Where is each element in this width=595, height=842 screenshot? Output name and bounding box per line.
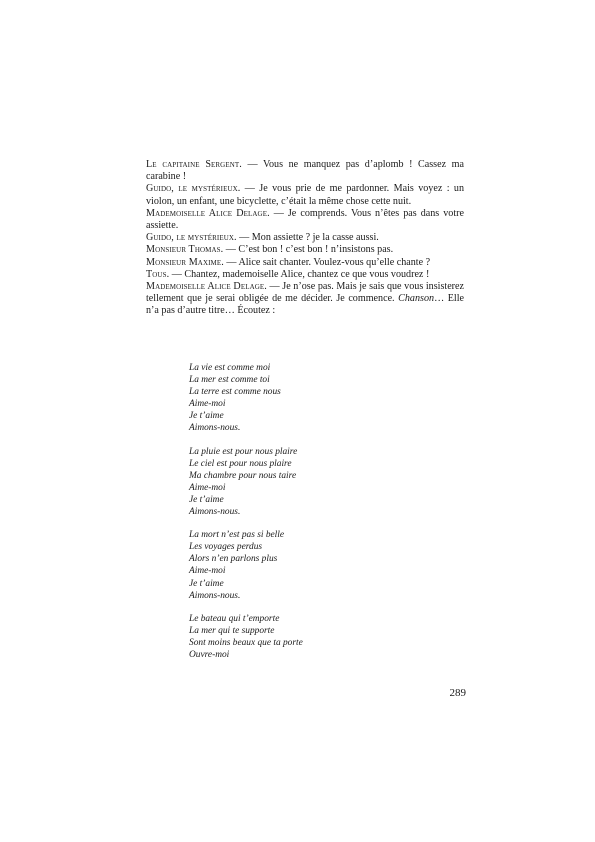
speaker-name: Tous. <box>146 268 170 280</box>
dialogue-text: — Vous ne manquez pas d’aplomb ! Cassez ma carabine ! <box>146 159 465 183</box>
page-number: 289 <box>449 687 466 699</box>
verse-line: Aime-moi <box>189 566 226 577</box>
verse-line: Aimons-nous. <box>189 507 241 518</box>
dialogue-line <box>146 257 464 269</box>
poem-stanza <box>189 446 429 519</box>
dialogue-line <box>146 244 464 256</box>
speaker-name: Le capitaine Sergent. <box>146 159 242 170</box>
verse-line: La mer est comme toi <box>189 375 270 386</box>
dialogue-line <box>146 183 464 207</box>
verse-line: Ma chambre pour nous taire <box>189 470 297 481</box>
dialogue-text: — Je comprends. Vous n’êtes pas dans votre assiette. <box>146 207 464 232</box>
speaker-name: Guido, le mystérieux. <box>146 232 237 244</box>
verse-line: Les voyages perdus <box>189 542 263 553</box>
verse-line: Je t’aime <box>189 578 224 589</box>
verse-line: Je t’aime <box>189 411 224 422</box>
speaker-name: Monsieur Thomas. <box>146 244 224 256</box>
poem-stanza <box>189 529 429 602</box>
verse-line: Le bateau qui t’emporte <box>189 613 280 624</box>
verse-line: Alors n’en parlons plus <box>189 554 278 565</box>
dialogue-line <box>146 281 464 318</box>
dialogue-line <box>146 269 464 281</box>
verse-line: Sont moins beaux que ta porte <box>189 637 303 648</box>
song-title: Chanson <box>398 293 435 305</box>
verse-line: La mort n’est pas si belle <box>189 530 285 541</box>
dialogue-text: — Je n’ose pas. Mais je sais que vous insisterez tellement que je serai obligée de me décider. Je commence. <box>146 281 465 305</box>
dialogue-text: — C’est bon ! c’est bon ! n’insistons pas. <box>223 244 394 256</box>
speaker-name: Guido, le mystérieux. <box>146 183 241 195</box>
dialogue-line <box>146 208 464 232</box>
verse-line: Je t’aime <box>189 494 224 505</box>
speaker-name: Monsieur Maxime. <box>146 256 224 268</box>
poem-stanza <box>189 362 429 435</box>
dialogue-text: … Elle n’a pas d’autre titre… Écoutez : <box>146 293 464 317</box>
verse-line: Aimons-nous. <box>189 423 241 434</box>
verse-line: Aime-moi <box>189 399 226 410</box>
speaker-name: Mademoiselle Alice Delage. <box>146 281 267 293</box>
speaker-name: Mademoiselle Alice Delage. <box>146 207 270 219</box>
verse-line: Le ciel est pour nous plaire <box>189 458 292 469</box>
poem-stanza <box>189 613 429 661</box>
dialogue-text: — Mon assiette ? je la casse aussi. <box>236 232 379 244</box>
verse-line: La vie est comme moi <box>189 363 271 373</box>
dialogue-line <box>146 159 464 183</box>
verse-line: Aime-moi <box>189 482 226 493</box>
dialogue-text: — Alice sait chanter. Voulez-vous qu’elle chante ? <box>223 256 431 268</box>
verse-line: Aimons-nous. <box>189 590 241 601</box>
dialogue-text: — Chantez, mademoiselle Alice, chantez ce que vous voudrez ! <box>169 268 430 280</box>
song-poem <box>189 362 429 672</box>
dialogue-line <box>146 232 464 244</box>
verse-line: La pluie est pour nous plaire <box>189 446 298 457</box>
dialogue-block <box>146 159 464 318</box>
verse-line: La terre est comme nous <box>189 387 281 398</box>
verse-line: Ouvre-moi <box>189 649 230 660</box>
dialogue-text: — Je vous prie de me pardonner. Mais voyez : un violon, un enfant, une bicyclette, c’était la même chose cette nuit. <box>146 183 464 207</box>
verse-line: La mer qui te supporte <box>189 625 275 636</box>
